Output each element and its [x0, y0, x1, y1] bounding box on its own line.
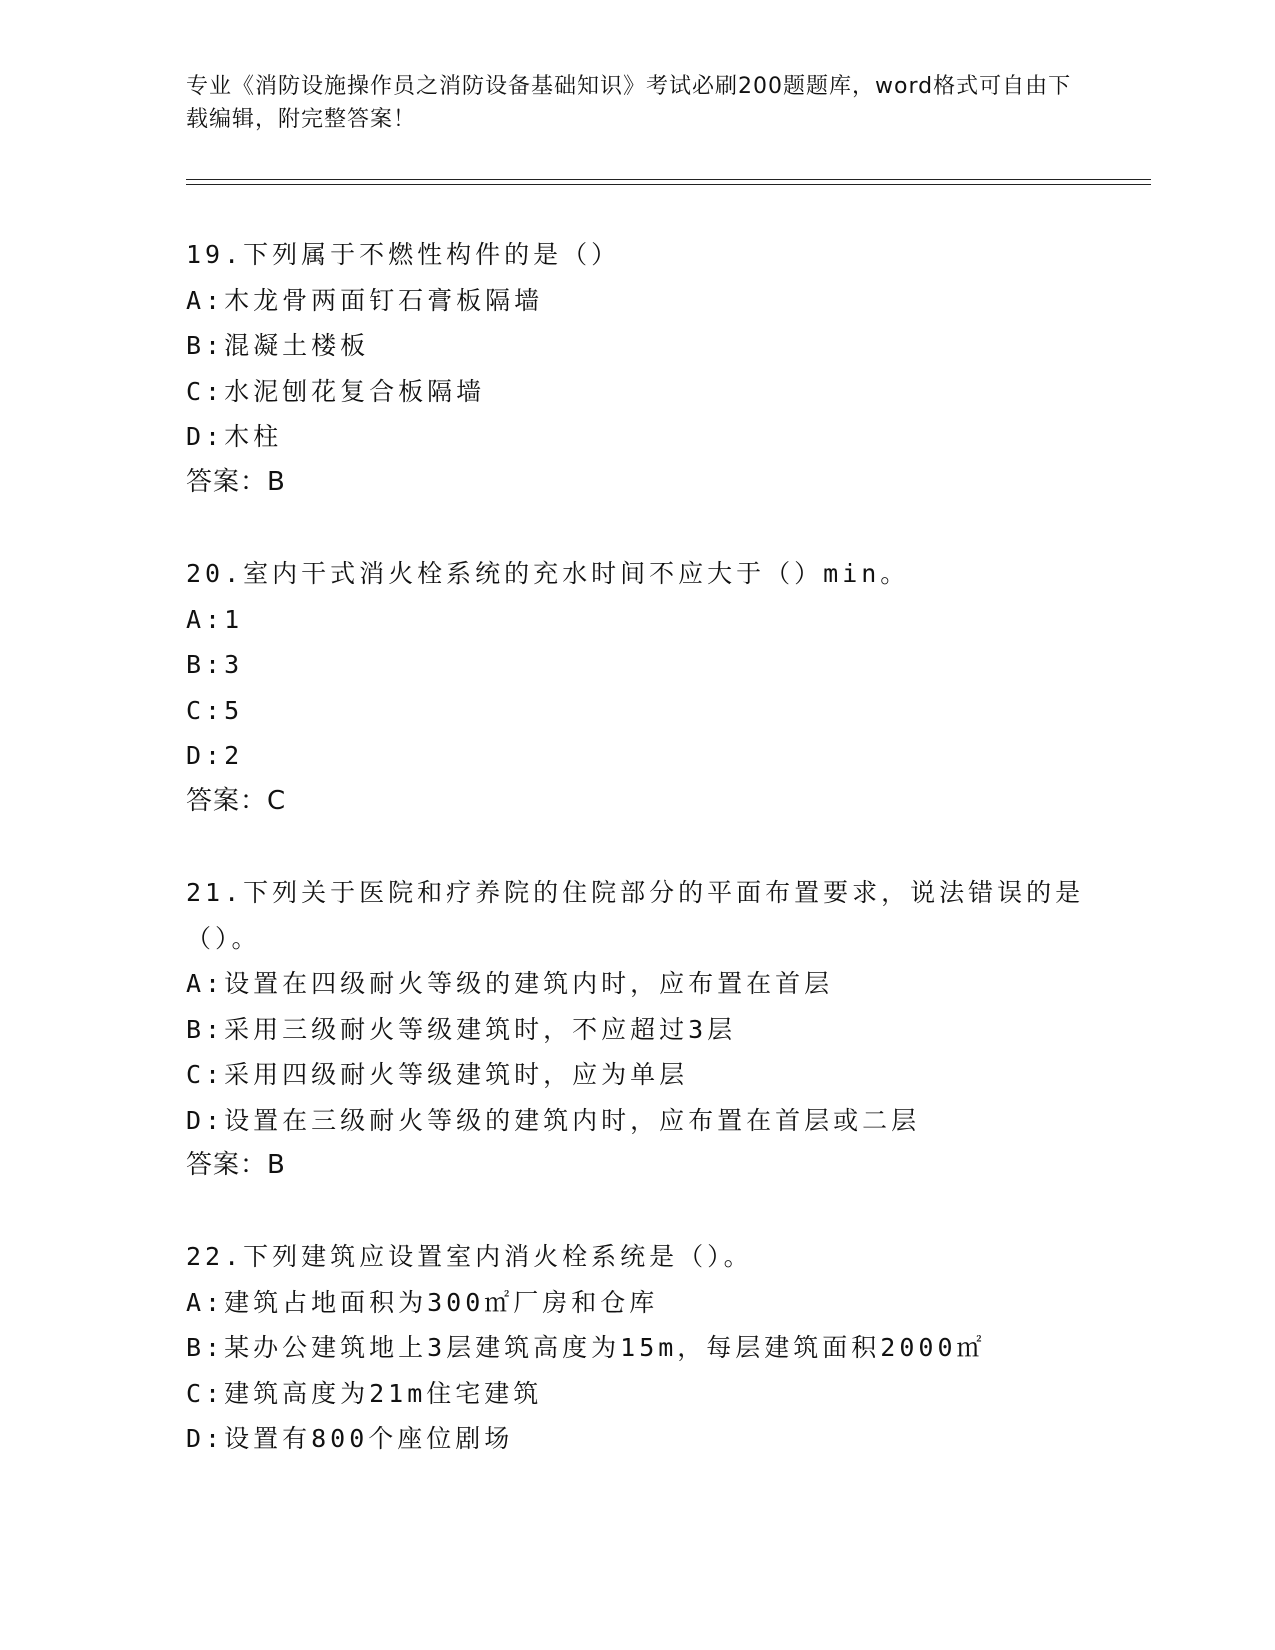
question-22	[186, 1234, 1086, 1462]
option-d: D:木柱	[186, 422, 283, 451]
question-21	[186, 870, 1086, 1189]
option-d: D:设置有800个座位剧场	[186, 1424, 514, 1453]
question-20	[186, 551, 1086, 824]
question-stem: 22.下列建筑应设置室内消火栓系统是（）。	[186, 1242, 753, 1271]
header-divider-top	[186, 179, 1151, 180]
question-stem: 21.下列关于医院和疗养院的住院部分的平面布置要求，说法错误的是（）。	[186, 878, 1085, 953]
header-divider-bottom	[186, 184, 1151, 185]
option-a: A:木龙骨两面钉石膏板隔墙	[186, 285, 544, 315]
option-a: A:设置在四级耐火等级的建筑内时，应布置在首层	[186, 969, 834, 998]
option-d: D:2	[186, 741, 244, 770]
document-header: 专业《消防设施操作员之消防设备基础知识》考试必刷200题题库，word格式可自由下载编辑，附完整答案！	[186, 74, 1072, 132]
option-b: B:采用三级耐火等级建筑时，不应超过3层	[186, 1014, 737, 1044]
option-c: C:采用四级耐火等级建筑时，应为单层	[186, 1060, 689, 1089]
question-stem: 20.室内干式消火栓系统的充水时间不应大于（）min。	[186, 559, 910, 588]
option-d: D:设置在三级耐火等级的建筑内时，应布置在首层或二层	[186, 1105, 921, 1135]
option-c: C:水泥刨花复合板隔墙	[186, 376, 486, 406]
option-b: B:某办公建筑地上3层建筑高度为15m，每层建筑面积2000㎡	[186, 1333, 986, 1362]
option-c: C:建筑高度为21m住宅建筑	[186, 1378, 543, 1408]
question-19	[186, 232, 1086, 505]
answer: 答案：B	[186, 466, 286, 497]
option-b: B:混凝土楼板	[186, 331, 370, 360]
answer: 答案：B	[186, 1150, 286, 1180]
option-a: A:建筑占地面积为300㎡厂房和仓库	[186, 1287, 659, 1317]
answer: 答案：C	[186, 785, 287, 816]
option-a: A:1	[186, 604, 244, 634]
question-stem: 19.下列属于不燃性构件的是（）	[186, 240, 621, 269]
option-b: B:3	[186, 650, 244, 679]
option-c: C:5	[186, 695, 244, 725]
